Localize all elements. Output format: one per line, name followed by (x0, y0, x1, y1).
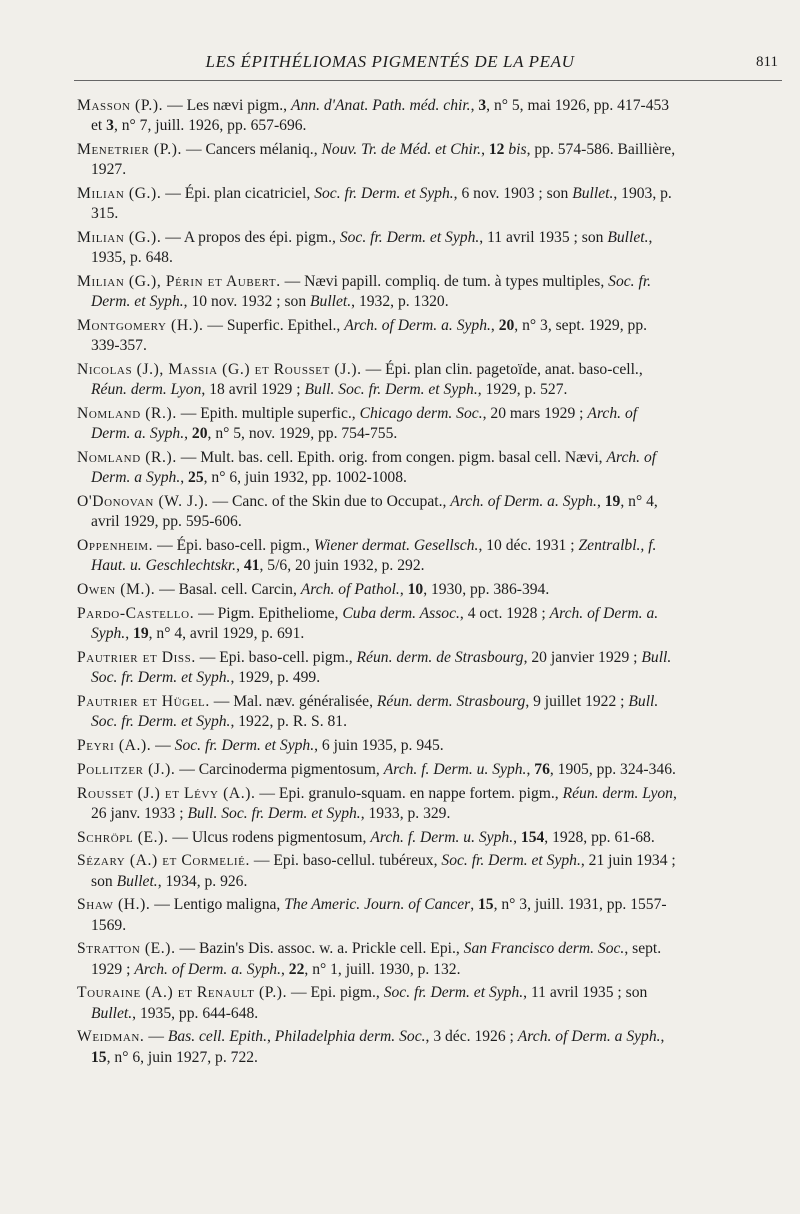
entry-title-italic: Réun. derm. Lyon (562, 784, 673, 802)
entry-text: , 1933, p. 329. (360, 804, 451, 822)
entry-text: — Epi. pigm., (287, 984, 384, 1002)
entry-title-italic: Soc. fr. Derm. et Syph. (91, 273, 652, 311)
entry-author: Peyri (A.). (77, 736, 152, 754)
entry-author: Oppenheim. (77, 537, 154, 554)
entry-title-italic: Wiener dermat. Gesellsch. (313, 537, 479, 554)
entry-volume: 41 (243, 557, 260, 575)
entry-title-italic: Soc. fr. Derm. et Syph. (441, 852, 581, 870)
entry-title-italic: Soc. fr. Derm. et Syph. (174, 736, 315, 754)
entry-volume: 15 (477, 896, 494, 914)
bibliography-entry (77, 448, 679, 488)
entry-title-italic: Réun. derm. Lyon (91, 381, 202, 399)
entry-text: , 1929, p. 527. (477, 381, 568, 399)
entry-author: Owen (M.). (77, 581, 156, 598)
entry-text: — Canc. of the Skin due to Occupat., (208, 493, 451, 510)
bibliography-entry (77, 604, 679, 644)
entry-title-italic: Zentralbl., f. Haut. u. Geschlechtskr. (91, 537, 657, 575)
bibliography-entry (77, 316, 679, 356)
entry-author: Montgomery (H.). (77, 317, 204, 334)
entry-title-italic: Arch. of Derm. a. Syph. (344, 317, 491, 334)
entry-title-italic: The Americ. Journ. of Cancer (284, 896, 471, 914)
entry-text: — Basal. cell. Carcin, (155, 581, 301, 598)
entry-text: , n° 6, juin 1932, pp. 1002-1008. (203, 469, 407, 487)
entry-title-italic: Bas. cell. Epith. (167, 1028, 267, 1046)
entry-volume: 3 (478, 97, 487, 114)
entry-text: , (470, 97, 479, 114)
entry-text: , n° 4, avril 1929, p. 691. (148, 625, 305, 642)
entry-author: Menetrier (P.). (77, 141, 183, 158)
entry-author: Pautrier et Diss. (77, 648, 196, 666)
entry-text: — Superfic. Epithel., (203, 317, 345, 334)
entry-title-italic: Bull. Soc. fr. Derm. et Syph. (187, 804, 361, 822)
entry-author: Nomland (R.). (77, 405, 177, 422)
entry-text: , 9 juillet 1922 ; (525, 692, 629, 710)
entry-text: , n° 6, juin 1927, p. 722. (106, 1048, 258, 1066)
entry-text: , (236, 557, 244, 575)
entry-title-italic: Bullet. (310, 293, 352, 311)
entry-title-italic: Arch. of Derm. a. Syph. (91, 405, 638, 443)
entry-author: Rousset (J.) et Lévy (A.). (77, 784, 256, 802)
entry-author: O'Donovan (W. J.). (77, 493, 209, 510)
entry-author: Nicolas (J.), Massia (G.) et Rousset (J.). (77, 361, 362, 378)
entry-title-italic: Arch. of Derm. a. Syph. (450, 493, 597, 510)
entry-text: , (281, 960, 289, 978)
entry-title-italic: Ann. d'Anat. Path. méd. chir. (290, 97, 471, 114)
entry-text: — Épi. baso-cell. pigm., (153, 537, 314, 554)
entry-text: , (267, 1028, 275, 1046)
entry-text: , 1934, p. 926. (157, 872, 248, 890)
entry-volume: 3 (106, 117, 114, 135)
entry-text: — Epi. granulo-squam. en nappe fortem. pigm., (255, 784, 563, 802)
entry-title-italic: Bullet. (607, 229, 649, 246)
entry-title-italic: Bullet. (116, 872, 158, 890)
entry-text: , (596, 493, 605, 510)
entry-title-italic: Arch. of Derm. a. Syph. (134, 960, 281, 978)
entry-text: , sept. 1929 ; (91, 940, 662, 978)
bibliography-entry (77, 895, 679, 935)
entry-author: Pollitzer (J.). (77, 760, 176, 778)
entry-text: — Mult. bas. cell. Epith. orig. from congen. pigm. basal cell. Nævi, (176, 449, 607, 466)
entry-volume: 12 (488, 141, 505, 158)
entry-text: , 20 mars 1929 ; (482, 405, 588, 422)
bibliography-entry (77, 784, 679, 824)
entry-text: , 10 nov. 1932 ; son (183, 293, 311, 311)
entry-text: , 1935, pp. 644-648. (132, 1004, 259, 1022)
entry-title-italic: Soc. fr. Derm. et Syph. (314, 185, 454, 202)
entry-volume: 20 (498, 317, 515, 334)
entry-text: , 1903, p. 315. (91, 185, 672, 223)
entry-volume: 25 (188, 469, 204, 487)
entry-text: , 6 nov. 1903 ; son (453, 185, 573, 202)
entry-title-italic: Bullet. (91, 1004, 133, 1022)
entry-text: , 4 oct. 1928 ; (459, 604, 550, 622)
bibliography-entry (77, 760, 679, 780)
entry-text: — Carcinoderma pigmentosum, (175, 760, 384, 778)
entry-author: Weidman. (77, 1028, 145, 1046)
entry-volume: 22 (288, 960, 305, 978)
entry-title-italic: Réun. derm. de Strasbourg (356, 648, 524, 666)
entry-text: — Bazin's Dis. assoc. w. a. Prickle cell. Epi., (175, 940, 464, 958)
bibliography-entry (77, 272, 679, 312)
entry-text: , (184, 425, 192, 443)
entry-title-italic: bis (508, 141, 527, 158)
entry-title-italic: Bull. Soc. fr. Derm. et Syph. (91, 648, 672, 686)
bibliography-entry (77, 536, 679, 576)
entry-text: , 3 déc. 1926 ; (425, 1028, 518, 1046)
entry-title-italic: Bull. Soc. fr. Derm. et Syph. (91, 692, 659, 730)
entry-text: , 5/6, 20 juin 1932, p. 292. (259, 557, 425, 575)
header-rule (74, 80, 782, 81)
bibliography-entry (77, 184, 679, 224)
entry-text: , 10 déc. 1931 ; (478, 537, 579, 554)
entry-title-italic: Nouv. Tr. de Méd. et Chir. (321, 141, 482, 158)
entry-author: Pardo-Castello. (77, 604, 195, 622)
entry-volume: 154 (520, 828, 545, 846)
bibliography-entry (77, 228, 679, 268)
entry-text: — Lentigo maligna, (150, 896, 285, 914)
entry-title-italic: Chicago derm. Soc. (359, 405, 483, 422)
entry-author: Nomland (R.). (77, 449, 177, 466)
entry-text: , n° 7, juill. 1926, pp. 657-696. (113, 117, 307, 135)
entry-text: , 11 avril 1935 ; son (479, 229, 608, 246)
entry-author: Milian (G.). (77, 185, 162, 202)
entry-text: — Epith. multiple superfic., (176, 405, 360, 422)
entry-text: , 1922, p. R. S. 81. (230, 713, 347, 730)
entry-text: , 1932, p. 1320. (351, 293, 449, 311)
entry-text: , n° 4, avril 1929, pp. 595-606. (91, 493, 658, 531)
bibliography-entry (77, 1027, 679, 1067)
entry-title-italic: Arch. of Derm. a Syph. (517, 1028, 661, 1046)
entry-author: Milian (G.). (77, 229, 162, 246)
entry-text: , n° 3, sept. 1929, pp. 339-357. (91, 317, 648, 355)
entry-text: — Ulcus rodens pigmentosum, (168, 828, 371, 846)
running-title: LES ÉPITHÉLIOMAS PIGMENTÉS DE LA PEAU (205, 52, 575, 71)
entry-volume: 15 (91, 1048, 107, 1066)
entry-title-italic: Philadelphia derm. Soc. (274, 1028, 426, 1046)
entry-author: Pautrier et Hügel. (77, 692, 210, 710)
bibliography-entry (77, 851, 679, 891)
entry-volume: 19 (133, 625, 149, 642)
entry-text: , 21 juin 1934 ; son (91, 852, 676, 890)
entry-title-italic: Cuba derm. Assoc. (342, 604, 460, 622)
entry-text: , (470, 896, 478, 914)
bibliography-entry (77, 492, 679, 532)
entry-text: , n° 1, juill. 1930, p. 132. (304, 960, 461, 978)
bibliography-entry (77, 96, 679, 136)
entry-title-italic: Bull. Soc. fr. Derm. et Syph. (304, 381, 478, 399)
entry-volume: 19 (604, 493, 621, 510)
entry-text: , 20 janvier 1929 ; (523, 648, 642, 666)
entry-text: , 1930, pp. 386-394. (423, 581, 550, 598)
entry-text: , (481, 141, 489, 158)
entry-text: , n° 5, mai 1926, pp. 417-453 et (91, 97, 670, 135)
entry-text: , (125, 625, 134, 642)
bibliography-entry (77, 580, 679, 600)
entry-text: , pp. 574-586. Baillière, 1927. (91, 141, 676, 179)
entry-text: — Epi. baso-cellul. tubéreux, (250, 852, 442, 870)
entry-text: — Mal. næv. généralisée, (209, 692, 377, 710)
bibliography-entry (77, 648, 679, 688)
entry-title-italic: Arch. of Pathol. (300, 581, 400, 598)
entry-author: Touraine (A.) et Renault (P.). (77, 984, 288, 1002)
entry-text: — Épi. plan cicatriciel, (161, 185, 315, 202)
entry-author: Shaw (H.). (77, 896, 151, 914)
entry-title-italic: Arch. of Derm. a. Syph. (91, 604, 659, 642)
entry-title-italic: Arch. of Derm. a Syph. (91, 449, 657, 487)
entry-text: , 1935, p. 648. (91, 229, 653, 267)
entry-author: Milian (G.), Périn et Aubert. (77, 273, 281, 290)
entry-text: , 1905, pp. 324-346. (549, 760, 676, 778)
entry-text: — A propos des épi. pigm., (161, 229, 340, 246)
entry-text: , 6 juin 1935, p. 945. (314, 736, 444, 754)
bibliography-list (77, 96, 679, 1071)
entry-text: — Épi. plan clin. pagetoïde, anat. baso-cell., (361, 361, 643, 378)
bibliography-entry (77, 360, 679, 400)
entry-text: , 1929, p. 499. (230, 669, 321, 686)
bibliography-entry (77, 828, 679, 848)
page-number: 811 (756, 54, 778, 70)
entry-author: Schröpl (E.). (77, 828, 169, 846)
entry-text: , 1928, pp. 61-68. (544, 828, 655, 846)
entry-text: , n° 5, nov. 1929, pp. 754-755. (207, 425, 398, 443)
entry-title-italic: Arch. f. Derm. u. Syph. (370, 828, 514, 846)
entry-text: — Pigm. Epitheliome, (194, 604, 343, 622)
entry-title-italic: Soc. fr. Derm. et Syph. (339, 229, 480, 246)
bibliography-entry (77, 140, 679, 180)
entry-title-italic: Soc. fr. Derm. et Syph. (383, 984, 524, 1002)
bibliography-entry (77, 404, 679, 444)
entry-text: , (513, 828, 521, 846)
bibliography-entry (77, 736, 679, 756)
entry-text: , (180, 469, 189, 487)
entry-text: , (399, 581, 408, 598)
bibliography-entry (77, 983, 679, 1023)
bibliography-entry (77, 939, 679, 979)
entry-author: Sézary (A.) et Cormelié. (77, 852, 250, 870)
entry-text: , n° 3, juill. 1931, pp. 1557-1569. (91, 896, 667, 934)
entry-title-italic: Réun. derm. Strasbourg (376, 692, 526, 710)
entry-title-italic: Arch. f. Derm. u. Syph. (383, 760, 527, 778)
entry-text: — Les nævi pigm., (163, 97, 291, 114)
entry-text: , (660, 1028, 665, 1046)
entry-text: , 26 janv. 1933 ; (91, 784, 677, 822)
entry-author: Masson (P.). (77, 97, 164, 114)
entry-volume: 20 (191, 425, 208, 443)
entry-text: — Nævi papill. compliq. de tum. à types multiples, (280, 273, 609, 290)
entry-volume: 76 (534, 760, 550, 778)
entry-volume: 10 (407, 581, 424, 598)
entry-text: , (490, 317, 499, 334)
entry-text: — (151, 736, 175, 754)
entry-author: Stratton (E.). (77, 940, 176, 958)
entry-text: , 18 avril 1929 ; (201, 381, 305, 399)
entry-text: , 11 avril 1935 ; son (523, 984, 648, 1002)
entry-title-italic: Bullet. (572, 185, 614, 202)
entry-text: — (144, 1028, 168, 1046)
entry-text: — Epi. baso-cell. pigm., (195, 648, 357, 666)
entry-text: — Cancers mélaniq., (182, 141, 322, 158)
bibliography-entry (77, 692, 679, 732)
entry-title-italic: San Francisco derm. Soc. (463, 940, 625, 958)
entry-text: , (526, 760, 535, 778)
